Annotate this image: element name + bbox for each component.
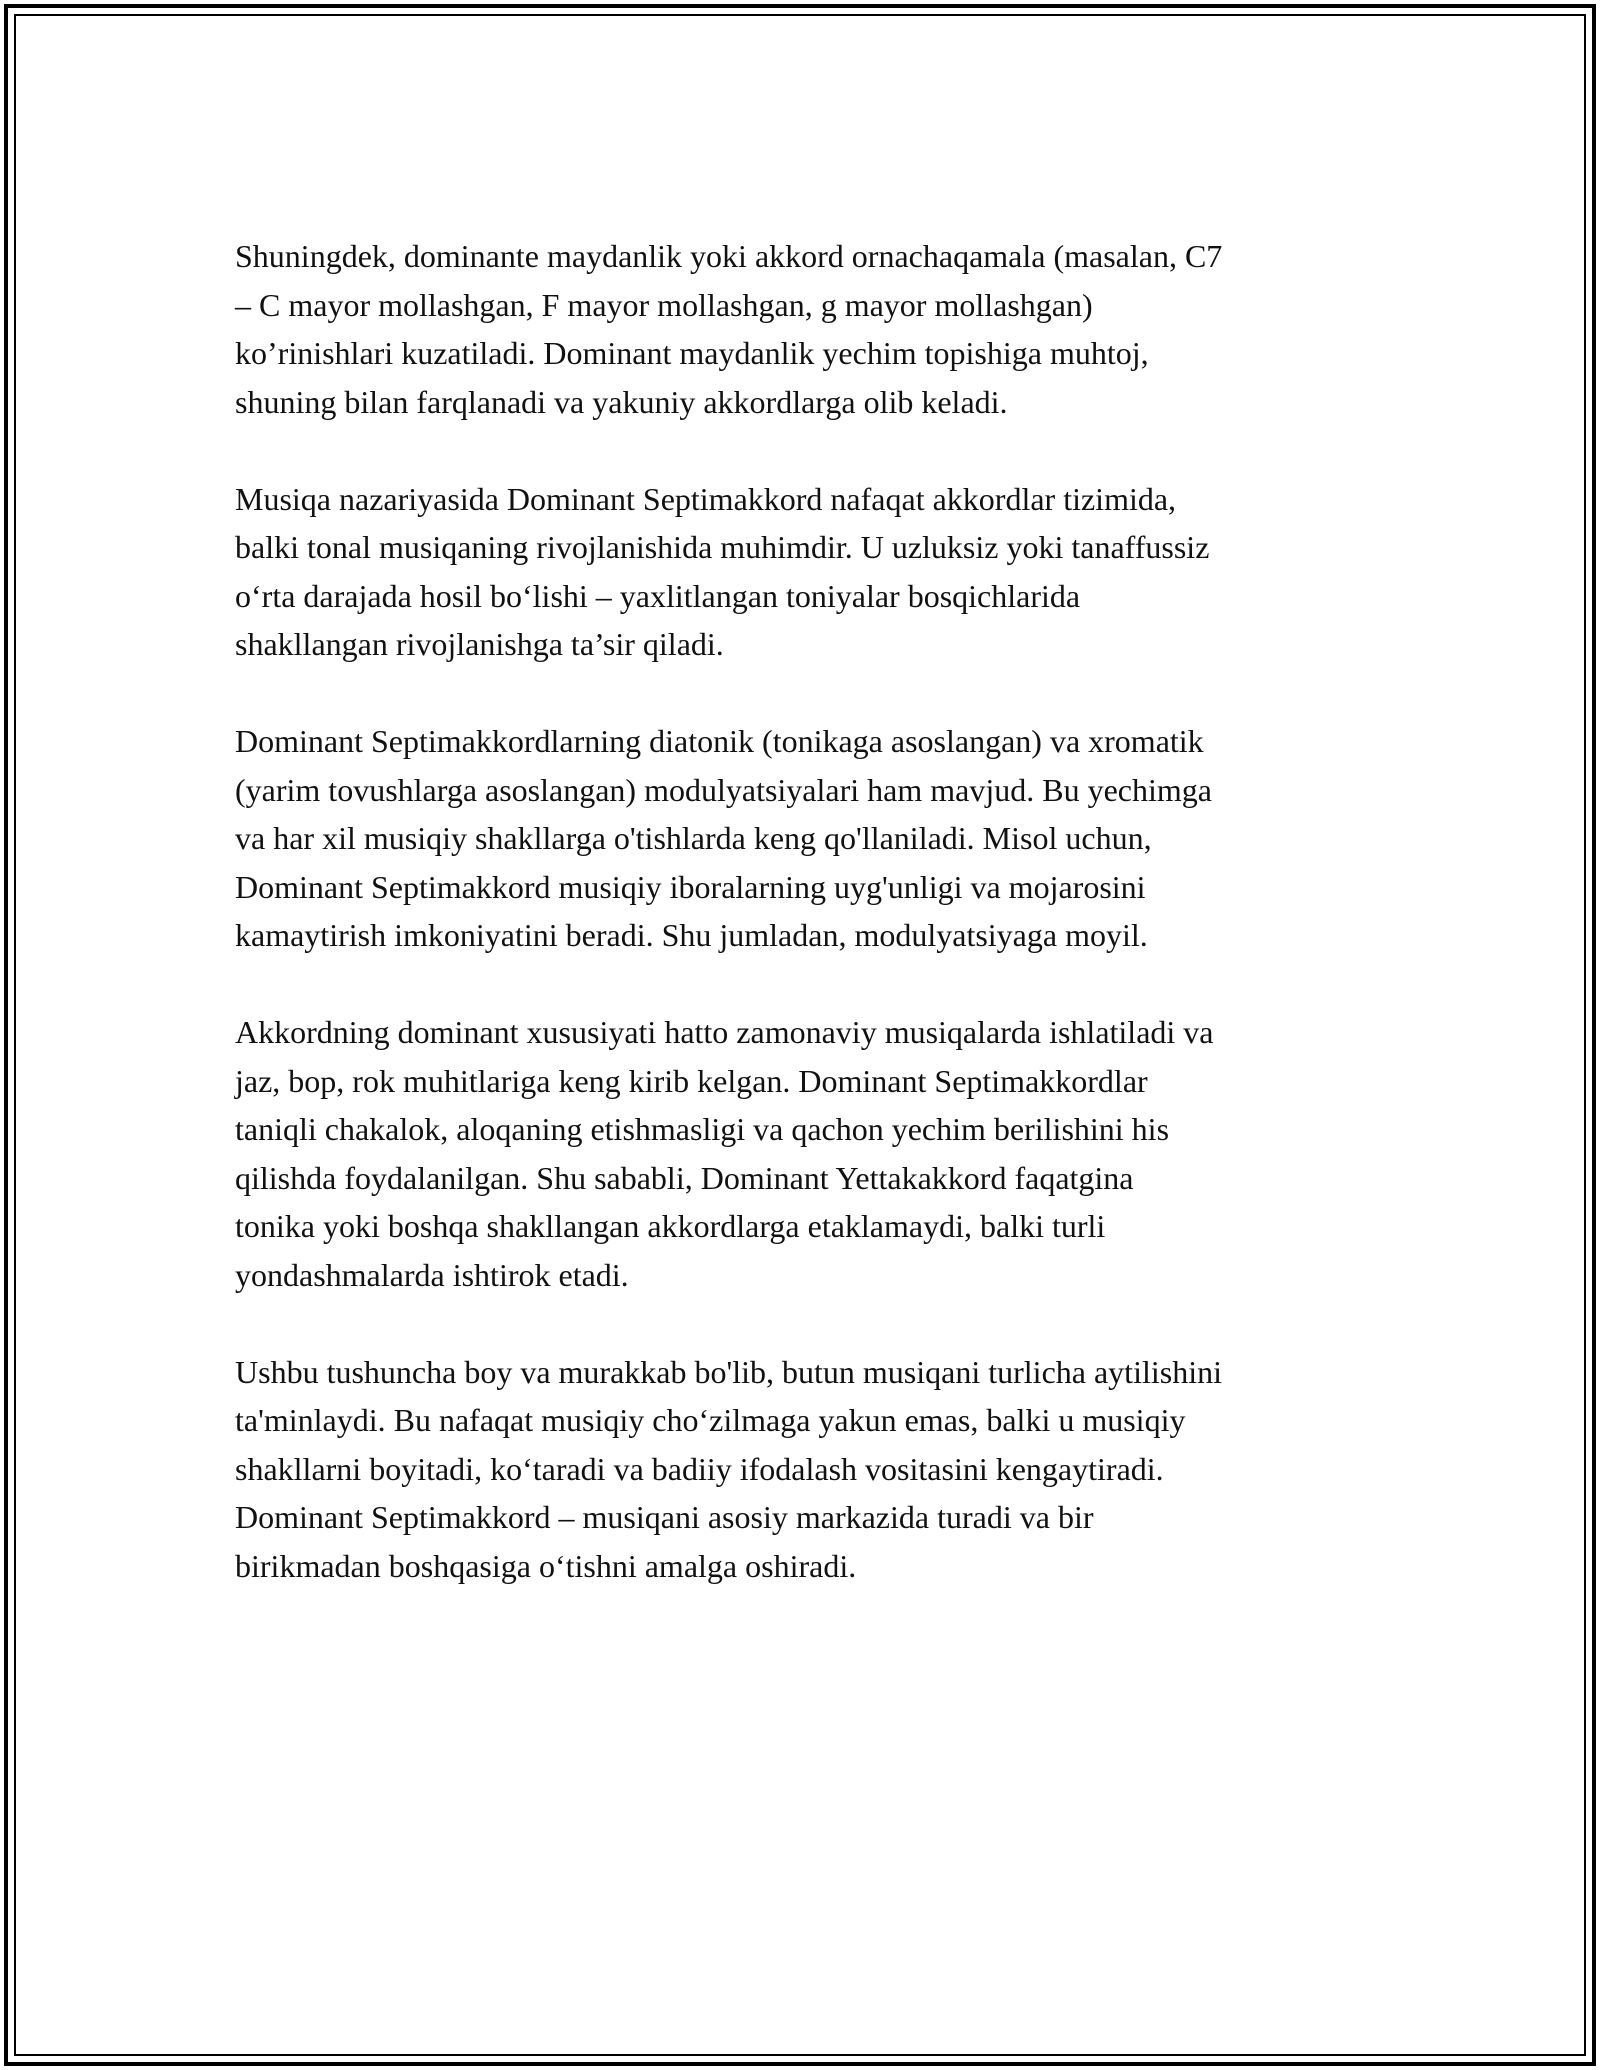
text-line: – C mayor mollashgan, F mayor mollashgan, g mayor mollashgan): [235, 286, 1093, 323]
text-line: yondashmalarda ishtirok etadi.: [235, 1256, 629, 1293]
paragraph-3: [235, 717, 1375, 960]
document-body: [235, 232, 1375, 1639]
text-line: birikmadan boshqasiga o‘tishni amalga oshiradi.: [235, 1547, 857, 1584]
text-line: balki tonal musiqaning rivojlanishida muhimdir. U uzluksiz yoki tanaffussiz: [235, 529, 1210, 565]
text-line: (yarim tovushlarga asoslangan) modulyatsiyalari ham mavjud. Bu yechimga: [235, 771, 1212, 808]
text-line: Akkordning dominant xususiyati hatto zamonaviy musiqalarda ishlatiladi va: [235, 1014, 1214, 1050]
text-line: Dominant Septimakkord musiqiy iboralarning uyg'unligi va mojarosini: [235, 868, 1146, 905]
paragraph-4: [235, 1008, 1375, 1299]
paragraph-2: [235, 475, 1375, 669]
text-line: o‘rta darajada hosil bo‘lishi – yaxlitlangan toniyalar bosqichlarida: [235, 577, 1081, 614]
text-line: shakllangan rivojlanishga ta’sir qiladi.: [235, 626, 724, 662]
text-line: jaz, bop, rok muhitlariga keng kirib kelgan. Dominant Septimakkordlar: [235, 1062, 1148, 1099]
paragraph-1: [235, 232, 1375, 426]
text-line: Dominant Septimakkordlarning diatonik (tonikaga asoslangan) va xromatik: [235, 723, 1204, 759]
text-line: shakllarni boyitadi, ko‘taradi va badiiy ifodalash vositasini kengaytiradi.: [235, 1450, 1164, 1487]
text-line: tonika yoki boshqa shakllangan akkordlarga etaklamaydi, balki turli: [235, 1208, 1106, 1244]
text-line: shuning bilan farqlanadi va yakuniy akkordlarga olib keladi.: [235, 383, 1008, 420]
text-line: taniqli chakalok, aloqaning etishmasligi va qachon yechim berilishini his: [235, 1111, 1170, 1147]
text-line: ko’rinishlari kuzatiladi. Dominant maydanlik yechim topishiga muhtoj,: [235, 335, 1149, 371]
text-line: Musiqa nazariyasida Dominant Septimakkord nafaqat akkordlar tizimida,: [235, 480, 1177, 517]
text-line: Dominant Septimakkord – musiqani asosiy markazida turadi va bir: [235, 1499, 1094, 1535]
text-line: Ushbu tushuncha boy va murakkab bo'lib, butun musiqani turlicha aytilishini: [235, 1353, 1222, 1390]
paragraph-5: [235, 1348, 1375, 1591]
text-line: va har xil musiqiy shakllarga o'tishlarda keng qo'llaniladi. Misol uchun,: [235, 820, 1152, 856]
text-line: kamaytirish imkoniyatini beradi. Shu jumladan, modulyatsiyaga moyil.: [235, 917, 1148, 953]
text-line: qilishda foydalanilgan. Shu sababli, Dominant Yettakakkord faqatgina: [235, 1159, 1134, 1196]
text-line: Shuningdek, dominante maydanlik yoki akkord ornachaqamala (masalan, C7: [235, 238, 1223, 274]
text-line: ta'minlaydi. Bu nafaqat musiqiy cho‘zilmaga yakun emas, balki u musiqiy: [235, 1402, 1186, 1438]
